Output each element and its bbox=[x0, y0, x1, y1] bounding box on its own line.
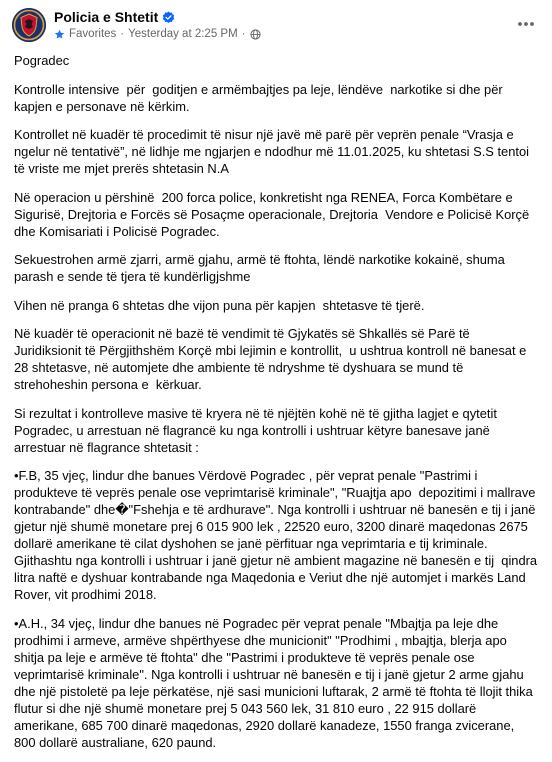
post-paragraph: Kontrollet në kuadër të procedimit të nisur një javë më parë për veprën penale “Vrasja e ngelur në tentativë”, në lidhje me ngjarjen e ndodhur më 11.01.2025, ku shtetasi S.S tentoi të vriste me mjet prerës shtetasin N.A bbox=[14, 127, 533, 176]
star-icon bbox=[54, 29, 65, 40]
post-timestamp[interactable]: Yesterday at 2:25 PM bbox=[128, 28, 238, 40]
globe-icon[interactable] bbox=[250, 29, 261, 40]
post-meta bbox=[54, 27, 261, 41]
meta-separator: · bbox=[120, 28, 125, 40]
post-paragraph: Pogradec bbox=[14, 53, 70, 68]
verified-badge-icon bbox=[162, 11, 175, 24]
audience-label[interactable]: Favorites bbox=[69, 28, 117, 40]
meta-separator: · bbox=[241, 28, 246, 40]
post-text bbox=[14, 52, 541, 762]
post-paragraph: Si rezultat i kontrolleve masive të kryera në të njëjtën kohë në të gjitha lagjet e qytetit Pogradec, u arrestuan në flagrancë ku nga kontrolli i ushtruar këtyre banesave janë arrestuar në flagrance shtetasit : bbox=[14, 405, 501, 455]
post-paragraph: •A.H., 34 vjeç, lindur dhe banues në Pogradec për veprat penale "Mbajtja pa leje dhe prodhimi i armeve, armëve shpërthyese dhe municionit" "Prodhimi , mbajtja, blerja apo shitja pa leje e armëve të ftohta" dhe "Pastrimi i produkteve të veprës penale ose veprimtarisë kriminale". Nga kontrolli i ushtruar në banesën e tij i janë gjetur 2 arme gjahu dhe një pistoletë pa leje përkatëse, një sasi municioni luftarak, 2 armë të ftohta të llojit thika flutur si dhe një shumë monetare prej 5 043 560 lek, 31 810 euro , 22 915 dollarë amerikane, 685 700 dinarë maqedonas, 2920 dollarë kanadeze, 1550 franga zvicerane, 800 dollarë australiane, 620 paund. bbox=[14, 615, 537, 750]
more-options-icon bbox=[517, 21, 535, 27]
page-avatar[interactable] bbox=[12, 8, 46, 42]
post-paragraph: •F.B, 35 vjeç, lindur dhe banues Vërdovë Pogradec , për veprat penale "Pastrimi i produkteve të veprës penale ose veprimtarisë kriminale", "Ruajtja apo depozitimi i mallrave kontrabande" dhe�"Fshehja e të ardhurave". Nga kontrolli i ushtruar në banesën e tij i janë gjetur një shumë monetare prej 6 015 900 lek , 22520 euro, 3200 dinarë maqedonas 2675 dollarë amerikane të cilat dyshohen se janë përfituar nga veprimtaria e tij kriminale. Gjithashtu nga kontrolli i ushtruar i janë gjetur në ambient magazine në banesën e tij qindra litra naftë e dyshuar kontrabande nga Maqedonia e Veriut dhe një automjet i markës Land Rover, vit prodhimi 2018. bbox=[14, 468, 541, 602]
more-options-button[interactable] bbox=[512, 10, 540, 38]
post-paragraph: Në kuadër të operacionit në bazë të vendimit të Gjykatës së Shkallës së Parë të Juridiksionit të Përgjithshëm Korçë mbi lejimin e kontrollit, u ushtrua kontroll në banesat e 28 shtetasve, në automjete dhe ambiente të ndryshme të dyshuara se mund të strehoheshin persona e kërkuar. bbox=[14, 326, 530, 392]
post-paragraph: Kontrolle intensive për goditjen e armëmbajtjes pa leje, lëndëve narkotike si dhe për kapjen e personave në kërkim. bbox=[14, 81, 507, 114]
post-paragraph: Në operacion u përshinë 200 forca police, konkretisht nga RENEA, Forca Kombëtare e Sigurisë, Drejtoria e Forcës së Posaçme operacionale, Drejtoria Vendore e Policisë Korçë dhe Komisariati i Policisë Pogradec. bbox=[14, 189, 533, 239]
post-paragraph: Vihen në pranga 6 shtetas dhe vijon puna për kapjen shtetasve të tjerë. bbox=[14, 297, 425, 313]
author-line bbox=[54, 9, 175, 25]
author-name[interactable]: Policia e Shtetit bbox=[54, 9, 159, 25]
post-paragraph: Sekuestrohen armë zjarri, armë gjahu, armë të ftohta, lëndë narkotike kokainë, shuma parash e sende të tjera të kundërligjshme bbox=[14, 252, 509, 284]
post-header bbox=[12, 8, 540, 42]
police-emblem-icon bbox=[12, 8, 46, 42]
